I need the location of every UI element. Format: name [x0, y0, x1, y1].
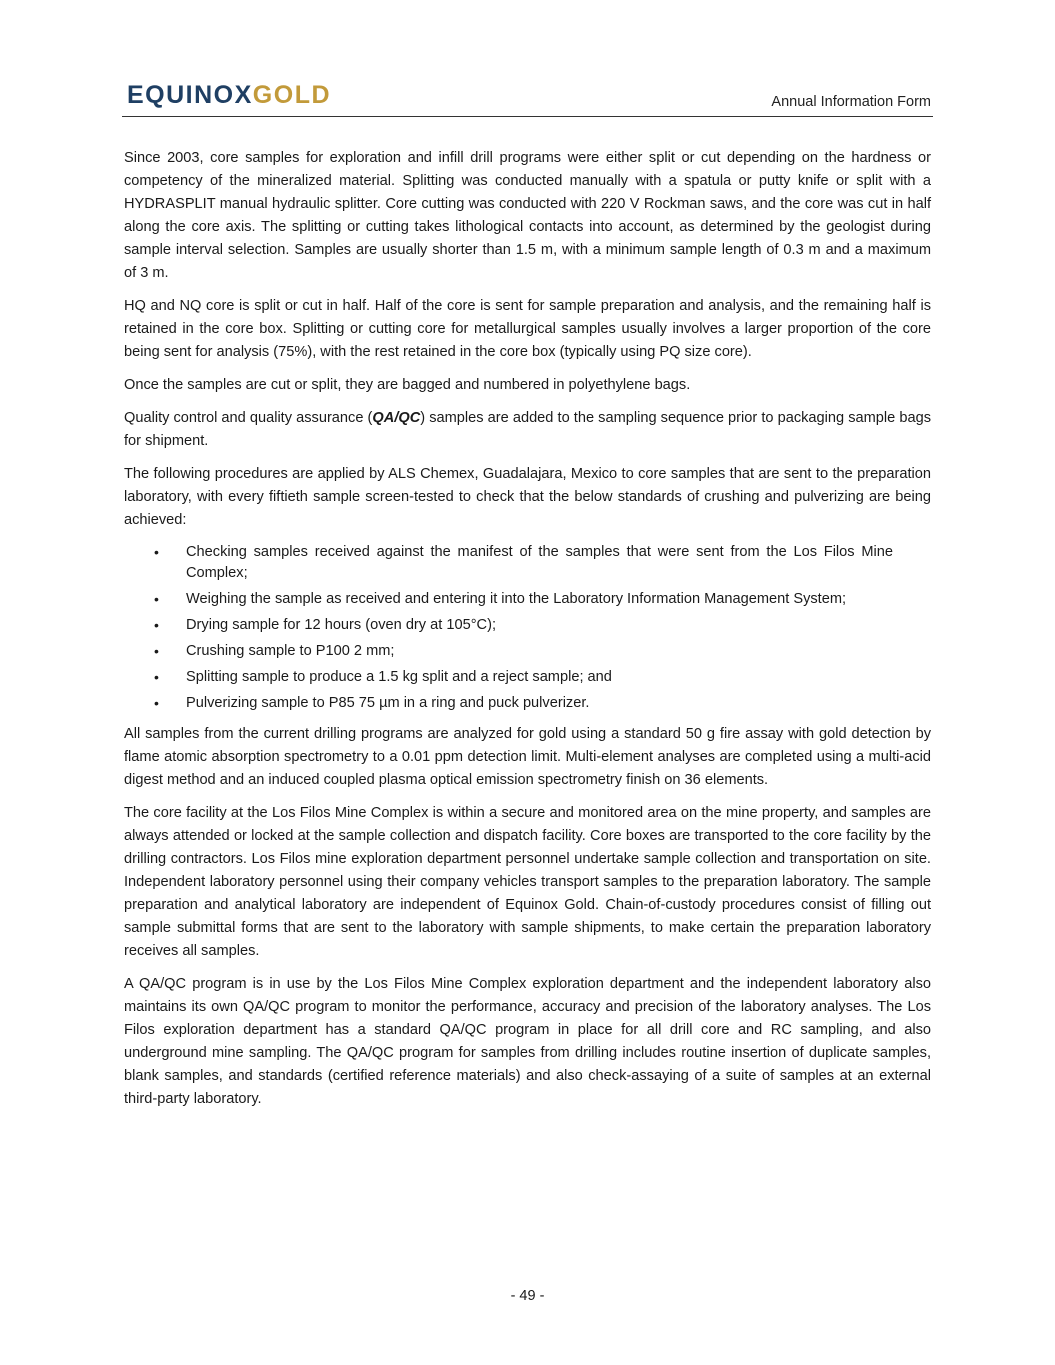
qaqc-defined-term: QA/QC: [372, 410, 421, 426]
page-number: - 49 -: [510, 1288, 545, 1304]
bullet-icon: •: [154, 617, 159, 633]
paragraph-bagging: Once the samples are cut or split, they are bagged and numbered in polyethylene bags.: [124, 377, 691, 393]
list-item: [124, 589, 931, 610]
list-item: [124, 542, 931, 584]
paragraph-procedures-intro: The following procedures are applied by ALS Chemex, Guadalajara, Mexico to core samples that are sent to the preparation laboratory, with every fiftieth sample screen-tested to check that the below standards of crushing and pulverizing are being achieved:: [124, 466, 931, 528]
procedures-list: [124, 542, 931, 714]
list-item: [124, 615, 931, 636]
paragraph-core-sampling: Since 2003, core samples for exploration and infill drill programs were either split or cut depending on the hardness or competency of the mineralized material. Splitting was conducted manually with a spatula or putty knife or split with a HYDRASPLIT manual hydraulic splitter. Core cutting was conducted with 220 V Rockman saws, and the core was cut in half along the core axis. The splitting or cutting takes lithological contacts into account, as determined by the geologist during sample interval selection. Samples are usually shorter than 1.5 m, with a minimum sample length of 0.3 m and a maximum of 3 m.: [124, 150, 931, 281]
equinox-gold-logo: [127, 81, 331, 109]
list-item-text: Pulverizing sample to P85 75 µm in a ring and puck pulverizer.: [186, 695, 590, 711]
paragraph-analysis: All samples from the current drilling programs are analyzed for gold using a standard 50 g fire assay with gold detection by flame atomic absorption spectrometry to a 0.01 ppm detection limit. Multi-element analyses are completed using a multi-acid digest method and an induced coupled plasma optical emission spectrometry finish on 36 elements.: [124, 726, 931, 788]
list-item-text: Weighing the sample as received and entering it into the Laboratory Information Management System;: [186, 591, 847, 607]
list-item-text: Splitting sample to produce a 1.5 kg split and a reject sample; and: [186, 669, 612, 685]
bullet-icon: •: [154, 643, 159, 659]
paragraph-core-facility: The core facility at the Los Filos Mine Complex is within a secure and monitored area on the mine property, and samples are always attended or locked at the sample collection and dispatch facility. Core boxes are transported to the core facility by the drilling contractors. Los Filos mine exploration department personnel undertake sample collection and transportation on site. Independent laboratory personnel using their company vehicles transport samples to the preparation laboratory. The sample preparation and analytical laboratory are independent of Equinox Gold. Chain-of-custody procedures consist of filling out sample submittal forms that are sent to the laboratory with sample shipments, to make certain the preparation laboratory receives all samples.: [124, 805, 931, 959]
page-header: [122, 78, 933, 117]
bullet-icon: •: [154, 591, 159, 607]
paragraph-qaqc-text-before: Quality control and quality assurance (: [124, 410, 373, 426]
list-item-text: Drying sample for 12 hours (oven dry at 105°C);: [186, 617, 497, 633]
list-item: [124, 667, 931, 688]
logo-text-equinox: EQUINOX: [127, 81, 253, 109]
list-item: [124, 693, 931, 714]
bullet-icon: •: [154, 695, 159, 711]
logo-text-gold: GOLD: [252, 81, 332, 109]
paragraph-qaqc-text-after: ) samples are added to the sampling sequence prior to packaging sample bags for shipment.: [124, 410, 931, 449]
bullet-icon: •: [154, 669, 159, 685]
paragraph-qaqc-program: A QA/QC program is in use by the Los Filos Mine Complex exploration department and the independent laboratory also maintains its own QA/QC program to monitor the performance, accuracy and precision of the laboratory analyses. The Los Filos exploration department has a standard QA/QC program in place for all drill core and RC sampling, and also underground mine sampling. The QA/QC program for samples from drilling includes routine insertion of duplicate samples, blank samples, and standards (certified reference materials) and also check-assaying of a suite of samples at an external third-party laboratory.: [124, 976, 931, 1107]
document-title: Annual Information Form: [771, 94, 931, 110]
page-body: [124, 147, 931, 1111]
list-item-text: Crushing sample to P100 2 mm;: [186, 643, 395, 659]
paragraph-core-split: HQ and NQ core is split or cut in half. Half of the core is sent for sample preparation and analysis, and the remaining half is retained in the core box. Splitting or cutting core for metallurgical samples usually involves a larger proportion of the core being sent for analysis (75%), with the rest retained in the core box (typically using PQ size core).: [124, 298, 931, 360]
list-item-text: Checking samples received against the manifest of the samples that were sent from the Los Filos Mine Complex;: [186, 544, 893, 581]
paragraph-qaqc-definition: [124, 407, 931, 453]
bullet-icon: •: [154, 544, 159, 560]
list-item: [124, 641, 931, 662]
